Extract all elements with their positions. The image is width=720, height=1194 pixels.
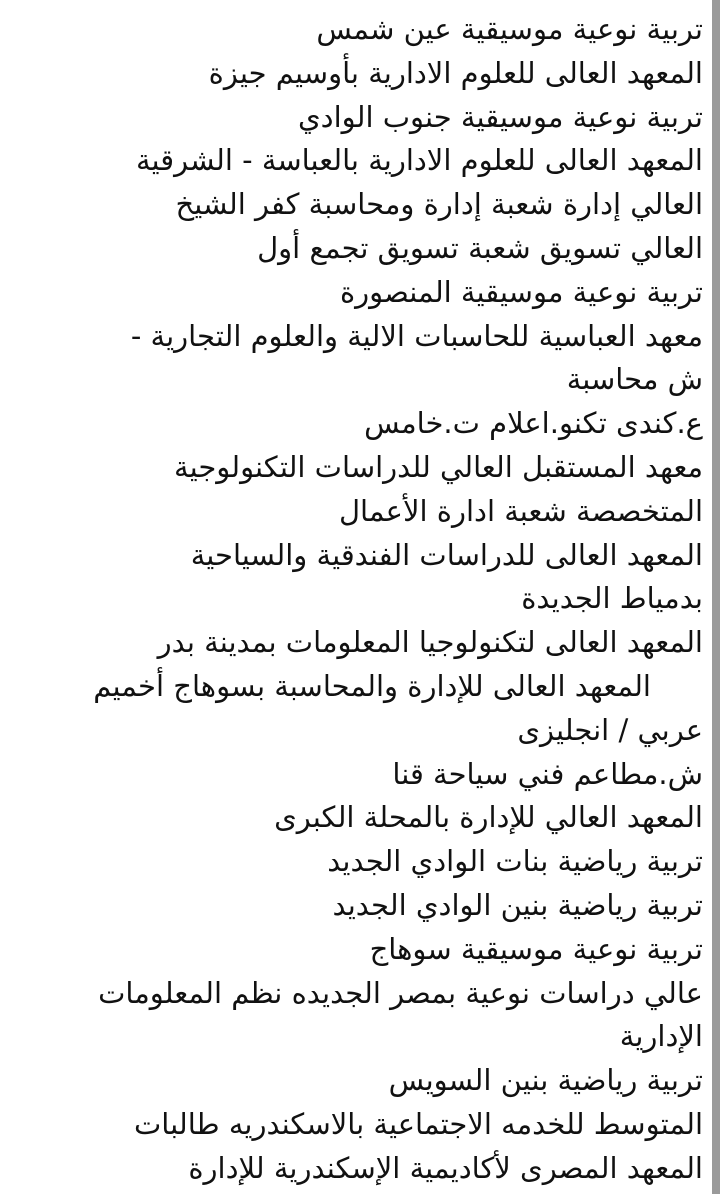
text-line: بدمياط الجديدة — [521, 581, 703, 616]
text-line: ش محاسبة — [566, 362, 703, 397]
text-line: تربية نوعية موسيقية جنوب الوادي — [297, 99, 703, 134]
text-line: معهد المستقبل العالي للدراسات التكنولوجية — [174, 449, 703, 484]
text-line: المتخصصة شعبة ادارة الأعمال — [338, 493, 703, 528]
text-line: تربية رياضية بنين السويس — [388, 1063, 703, 1098]
text-line: تربية نوعية موسيقية سوهاج — [369, 931, 703, 966]
text-line: عربي / انجليزى — [517, 712, 703, 747]
text-line: الإدارية — [619, 1019, 703, 1054]
text-line: تربية نوعية موسيقية عين شمس — [316, 12, 703, 46]
text-line: ش.مطاعم فني سياحة قنا — [392, 756, 703, 791]
text-line: تربية نوعية موسيقية المنصورة — [339, 274, 703, 309]
text-line: العالي تسويق شعبة تسويق تجمع أول — [257, 230, 703, 265]
text-line: المتوسط للخدمه الاجتماعية بالاسكندريه طالبات — [133, 1106, 703, 1141]
text-line: ع.كندى تكنو.اعلام ت.خامس — [364, 406, 703, 441]
text-line: المعهد العالى للإدارة والمحاسبة بسوهاج أخميم — [93, 668, 651, 703]
text-line: المعهد العالى للدراسات الفندقية والسياحية — [190, 537, 703, 572]
text-line: المعهد العالى لتكنولوجيا المعلومات بمدينة بدر — [157, 625, 703, 660]
document-text — [0, 8, 703, 1191]
text-line: معهد العباسية للحاسبات الالية والعلوم التجارية - — [130, 318, 703, 353]
text-line: المعهد المصرى لأكاديمية الإسكندرية للإدارة — [188, 1150, 703, 1185]
text-line: العالي إدارة شعبة إدارة ومحاسبة كفر الشيخ — [175, 187, 703, 222]
page-edge-divider — [712, 0, 720, 1194]
text-line: المعهد العالي للإدارة بالمحلة الكبرى — [274, 800, 703, 835]
text-line: المعهد العالى للعلوم الادارية بأوسيم جيزة — [208, 55, 703, 90]
text-line: المعهد العالى للعلوم الادارية بالعباسة - الشرقية — [136, 143, 703, 178]
text-line: تربية رياضية بنين الوادي الجديد — [332, 887, 703, 922]
text-line: تربية رياضية بنات الوادي الجديد — [327, 844, 703, 879]
text-line: عالي دراسات نوعية بمصر الجديده نظم المعلومات — [98, 975, 703, 1010]
